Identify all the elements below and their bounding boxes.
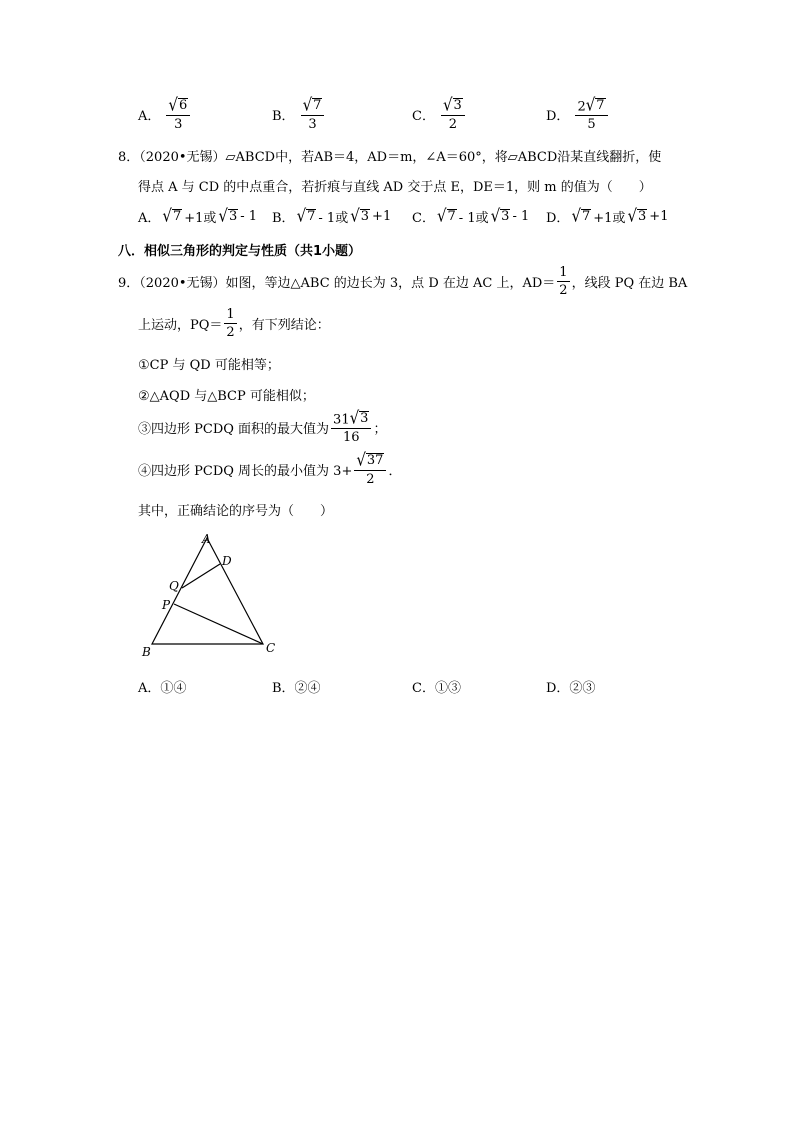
label-q: Q bbox=[169, 579, 179, 593]
q9-stem-line1: 9．（2020•无锡）如图，等边△ABC 的边长为 3，点 D 在边 AC 上，AD＝ $\frac{1}{2}$ ，线段 PQ 在边 BA bbox=[118, 265, 688, 298]
q8-option-c: C． √ 7 - 1或 √ 3 - 1 bbox=[412, 205, 530, 227]
q9-conclusion-4: ④四边形 PCDQ 周长的最小值为 3+ √ 37 2 ． bbox=[138, 449, 402, 488]
fraction: √ 6 3 bbox=[166, 98, 190, 131]
q9-option-a: A．①④ bbox=[138, 681, 187, 696]
q8-stem-line2: 得点 A 与 CD 的中点重合，若折痕与直线 AD 交于点 E，DE＝1，则 m 的值为（ ） bbox=[138, 180, 652, 195]
label-p: P bbox=[162, 598, 171, 612]
label-d: D bbox=[222, 554, 232, 568]
triangle-figure bbox=[130, 528, 290, 663]
fraction: 31 √ 3 16 bbox=[331, 411, 371, 444]
section-title: 八．相似三角形的判定与性质（共1小题） bbox=[118, 244, 362, 259]
fraction: $\frac{1}{2}$ bbox=[559, 265, 568, 298]
q8-stem-line1: 8．（2020•无锡）▱ABCD中，若AB＝4，AD＝m，∠A＝60°，将▱ABCD沿某直线翻折，使 bbox=[118, 150, 662, 165]
q7-option-a bbox=[138, 94, 192, 133]
label-c: C bbox=[266, 641, 276, 655]
fraction: $\frac{1}{2}$ bbox=[226, 307, 235, 340]
q9-conclusion-2: ②△AQD 与△BCP 可能相似； bbox=[138, 389, 315, 404]
q9-stem-line2: 上运动，PQ＝ $\frac{1}{2}$ ，有下列结论： bbox=[138, 307, 330, 340]
q8-option-d: D． √ 7 +1或 √ 3 +1 bbox=[546, 205, 669, 227]
q9-option-d: D．②③ bbox=[546, 681, 596, 696]
q9-option-b: B．②④ bbox=[272, 681, 321, 696]
fraction: 2 √ 7 5 bbox=[575, 98, 607, 131]
q7-option-d bbox=[546, 94, 610, 133]
option-label: B． bbox=[272, 109, 295, 125]
q9-option-c: C．①③ bbox=[412, 681, 461, 696]
q8-option-a: A． √ 7 +1或 √ 3 - 1 bbox=[138, 205, 258, 227]
label-a: A bbox=[202, 532, 211, 546]
q9-ask: 其中，正确结论的序号为（ ） bbox=[138, 504, 334, 519]
q7-option-c bbox=[412, 94, 467, 133]
option-label: C． bbox=[412, 109, 435, 125]
fraction: √ 7 3 bbox=[301, 98, 325, 131]
label-b: B bbox=[142, 645, 151, 659]
q9-conclusion-3: ③四边形 PCDQ 面积的最大值为 31 √ 3 16 ； bbox=[138, 407, 387, 446]
option-label: A． bbox=[138, 109, 161, 125]
option-label: D． bbox=[546, 109, 570, 125]
fraction: √ 37 2 bbox=[354, 453, 386, 486]
q7-option-b bbox=[272, 94, 326, 133]
segment-pc bbox=[174, 604, 263, 644]
q8-option-b: B． √ 7 - 1或 √ 3 +1 bbox=[272, 205, 392, 227]
q9-conclusion-1: ①CP 与 QD 可能相等； bbox=[138, 358, 280, 373]
fraction: √ 3 2 bbox=[441, 98, 465, 131]
